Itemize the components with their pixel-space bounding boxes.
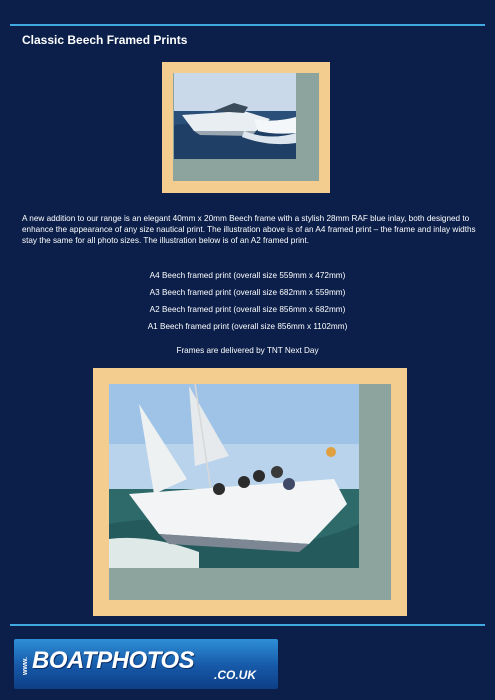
bottom-divider (10, 624, 485, 626)
size-item-a1: A1 Beech framed print (overall size 856mm x 1102mm) (147, 322, 348, 331)
size-item-a3: A3 Beech framed print (overall size 682mm x 559mm) (149, 288, 346, 297)
size-list (0, 267, 495, 335)
logo-brand: BOATPHOTOS (32, 647, 195, 674)
logo-domain: .CO.UK (214, 668, 256, 682)
powerboat-photo (174, 73, 296, 159)
size-item-a2: A2 Beech framed print (overall size 856mm x 682mm) (149, 305, 346, 314)
intro-paragraph: A new addition to our range is an elegant 40mm x 20mm Beech frame with a stylish 28mm RAF blue inlay, both designed to enhance the appearance of any size nautical print. The illustration above is of an A4 framed print – the frame and inlay widths stay the same for all photo sizes. The illustration below is of an A2 framed print. (22, 214, 476, 245)
a2-framed-print-illustration (93, 368, 407, 616)
page-title: Classic Beech Framed Prints (22, 33, 188, 47)
size-item-a4: A4 Beech framed print (overall size 559mm x 472mm) (149, 271, 346, 280)
sailboat-photo (109, 384, 359, 568)
top-divider (10, 24, 485, 26)
a4-framed-print-illustration (162, 62, 330, 193)
logo-prefix: www. (22, 656, 29, 675)
boatphotos-logo[interactable] (14, 639, 278, 689)
delivery-note: Frames are delivered by TNT Next Day (176, 346, 319, 355)
